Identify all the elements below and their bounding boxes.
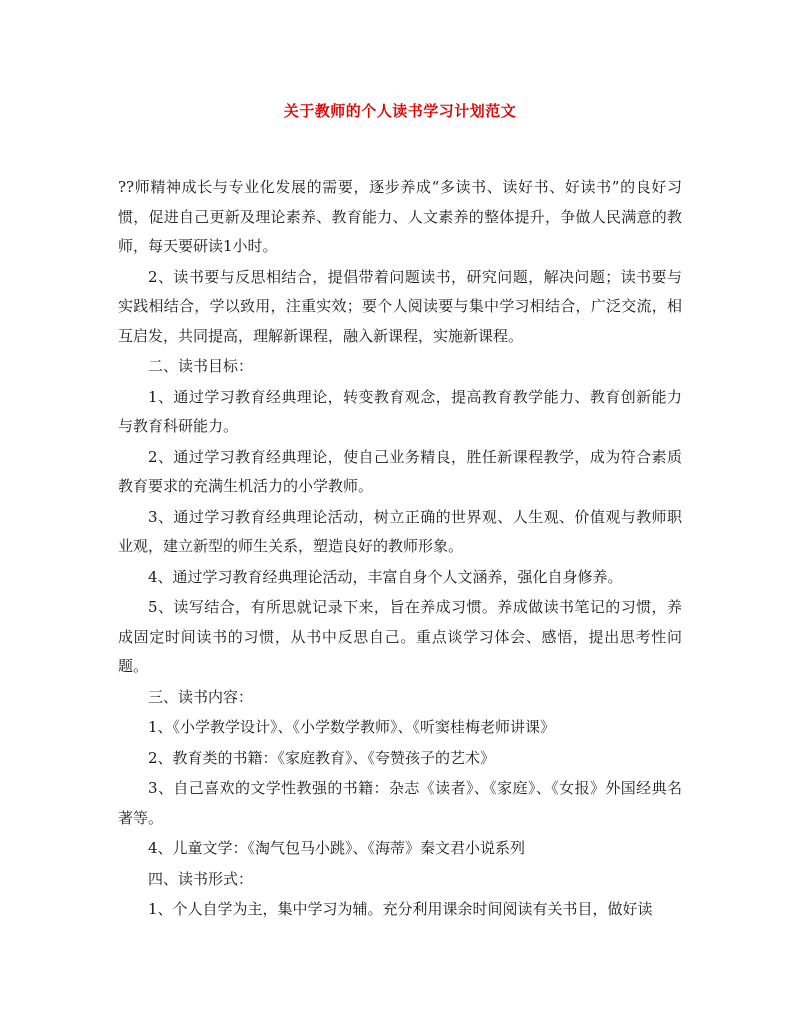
paragraph: 4、儿童文学：《淘气包马小跳》、《海蒂》秦文君小说系列 bbox=[148, 839, 526, 857]
document-body bbox=[118, 173, 682, 925]
paragraph: 2、通过学习教育经典理论，使自己业务精良，胜任新课程教学，成为符合素质教育要求的充满生机活力的小学教师。 bbox=[118, 447, 682, 495]
paragraph: 2、读书要与反思相结合，提倡带着问题读书，研究问题，解决问题；读书要与实践相结合，学以致用，注重实效；要个人阅读要与集中学习相结合，广泛交流，相互启发，共同提高，理解新课程，融入新课程，实施新课程。 bbox=[118, 267, 682, 345]
paragraph: 2、教育类的书籍：《家庭教育》、《夸赞孩子的艺术》 bbox=[148, 748, 496, 767]
paragraph: 1、通过学习教育经典理论，转变教育观念，提高教育教学能力、教育创新能力与教育科研能力。 bbox=[118, 387, 682, 435]
paragraph: 3、自己喜欢的文学性教强的书籍：杂志《读者》、《家庭》、《女报》外国经典名著等。 bbox=[118, 779, 682, 827]
paragraph: ??师精神成长与专业化发展的需要，逐步养成“多读书、读好书、好读书”的良好习惯，促进自己更新及理论素养、教育能力、人文素养的整体提升，争做人民满意的教师，每天要研读1小时。 bbox=[118, 178, 682, 255]
paragraph: 1、个人自学为主，集中学习为辅。充分利用课余时间阅读有关书目，做好读 bbox=[148, 900, 653, 918]
document-title: 关于教师的个人读书学习计划范文 bbox=[283, 102, 517, 120]
paragraph: 三、读书内容： bbox=[148, 687, 254, 706]
paragraph: 5、读写结合，有所思就记录下来，旨在养成习惯。养成做读书笔记的习惯，养成固定时间读书的习惯，从书中反思自己。重点谈学习体会、感悟，提出思考性问题。 bbox=[118, 598, 682, 675]
paragraph: 二、读书目标： bbox=[148, 357, 254, 375]
paragraph: 1、《小学教学设计》、《小学数学教师》、《听窦桂梅老师讲课》 bbox=[148, 718, 556, 736]
paragraph: 四、读书形式： bbox=[148, 869, 254, 888]
paragraph: 3、通过学习教育经典理论活动，树立正确的世界观、人生观、价值观与教师职业观，建立新型的师生关系，塑造良好的教师形象。 bbox=[118, 507, 682, 555]
paragraph: 4、通过学习教育经典理论活动，丰富自身个人文涵养，强化自身修养。 bbox=[148, 567, 623, 586]
